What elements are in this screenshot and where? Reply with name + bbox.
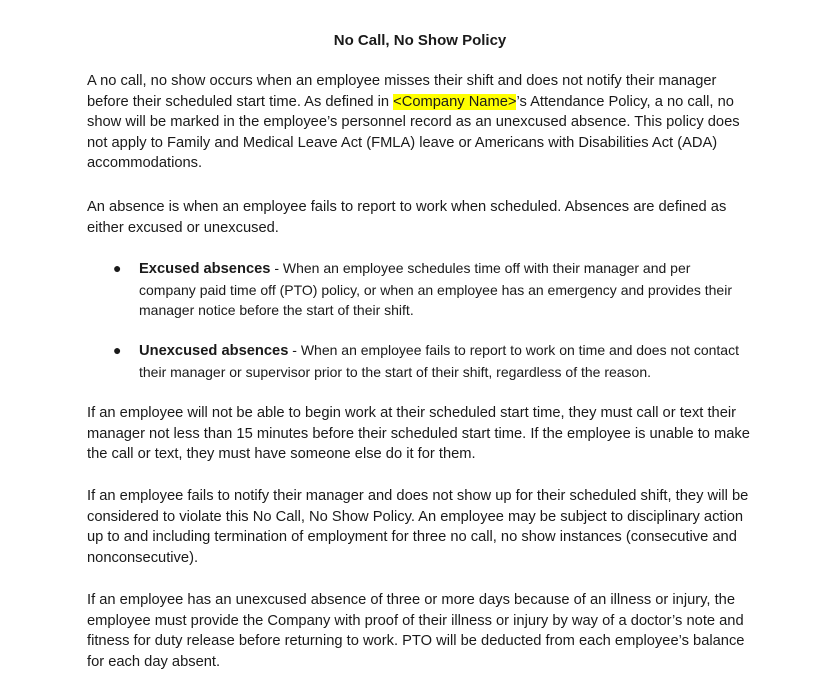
bullet-dot-icon: ● [113,260,122,276]
bullet-dot-icon: ● [113,342,122,358]
paragraph-absence-definition: An absence is when an employee fails to report to work when scheduled. Absences are defined as either excused or unexcused. [87,199,727,236]
list-item [113,340,745,382]
bullet-term: Unexcused absences [139,343,289,359]
bullet-text: - When an employee fails to report to work on time and does not contact their manager or supervisor prior to the start of their shift, regardless of the reason. [139,342,739,380]
bullet-list-excused [113,258,745,321]
paragraph-definition-text-start: A no call, no show occurs when an employee misses their shift and does not notify their manager before their scheduled start time. As defined in [87,73,717,110]
bullet-text: - When an employee schedules time off with their manager and per company paid time off (PTO) policy, or when an employee has an emergency and provides their manager notice before the start of their shift. [139,260,732,319]
list-item [113,258,745,321]
bullet-list-unexcused [113,340,745,382]
paragraph-illness-injury: If an employee has an unexcused absence of three or more days because of an illness or injury, the employee must provide the Company with proof of their illness or injury by way of a doctor’s note and fitness for duty release before returning to work. PTO will be deducted from each employee’s balance for each day absent. [87,592,745,670]
paragraph-definition-text-end: ’s Attendance Policy, a no call, no show will be marked in the employee’s personnel record as an unexcused absence. This policy does not apply to Family and Medical Leave Act (FMLA) leave or Americans with Disabilities Act (ADA) accommodations. [87,93,740,172]
document-title: No Call, No Show Policy [333,32,507,49]
paragraph-notification-requirement: If an employee will not be able to begin work at their scheduled start time, they must call or text their manager not less than 15 minutes before their scheduled start time. If the employee is unable to make the call or text, they must have someone else do it for them. [87,405,750,463]
company-name-placeholder: <Company Name> [393,93,517,110]
paragraph-definition [87,71,759,174]
paragraph-violation: If an employee fails to notify their manager and does not show up for their scheduled shift, they will be considered to violate this No Call, No Show Policy. An employee may be subject to disciplinary action up to and including termination of employment for three no call, no show instances (consecutive and nonconsecutive). [87,488,749,566]
bullet-term: Excused absences [139,261,271,277]
